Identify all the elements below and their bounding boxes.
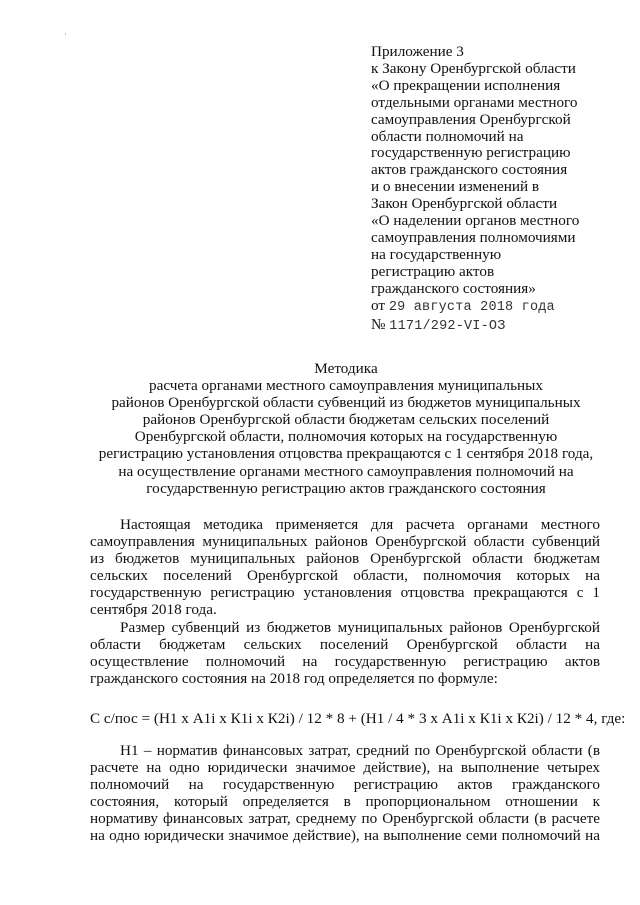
paragraph-line: сентября 2018 года. [90,601,217,619]
paragraph-definitions [90,742,600,845]
appendix-line: самоуправления Оренбургской [371,110,571,128]
method-subtitle-line: Оренбургской области, полномочия которых на государственную [134,428,558,446]
appendix-line: регистрацию актов [371,262,495,280]
appendix-line: и о внесении изменений в [371,178,540,196]
number-stamp: 1171/292-VI-ОЗ [389,318,506,334]
number-prefix: № [371,315,386,333]
paragraph-line: области бюджетам сельских поселений Оренбургской области на [90,636,600,654]
paragraph-line: осуществление полномочий на государственную регистрацию актов [90,653,600,671]
appendix-line: государственную регистрацию [371,144,571,162]
paragraph-line: расчете на одно юридически значимое действие), на выполнение четырех [90,759,600,777]
appendix-line: актов гражданского состояния [371,161,568,179]
appendix-line: области полномочий на [371,127,524,145]
appendix-line: самоуправления полномочиями [371,228,576,246]
appendix-line: Закон Оренбургской области [371,195,558,213]
appendix-line: к Закону Оренбургской области [371,59,576,77]
appendix-line: «О прекращении исполнения [371,76,561,94]
subvention-formula: С с/пос = (Н1 х А1i х К1i х К2i) / 12 * 8 + (Н1 / 4 * 3 х А1i х К1i х К2i) / 12 * 4, где: [90,710,626,727]
method-subtitle-line: регистрацию установления отцовства прекращаются с 1 сентября 2018 года, [98,445,594,463]
paragraph-line: Настоящая методика применяется для расчета органами местного [120,516,600,533]
paragraph-line: государственную регистрацию установления отцовства прекращаются с 1 [90,584,600,602]
date-prefix: от [371,296,386,314]
paragraph-subvention-size [90,619,600,687]
appendix-line: Приложение 3 [371,43,464,60]
appendix-header [371,44,621,335]
paragraph-line: на одно юридически значимое действие), на выполнение семи полномочий на [90,827,600,845]
method-subtitle-line: на осуществление органами местного самоуправления полномочий на [118,462,574,480]
method-title: Методика [314,360,378,377]
law-date [371,298,621,317]
paragraph-line: гражданского состояния на 2018 год определяется по формуле: [90,670,498,688]
paragraph-line: состояния, который определяется в пропорциональном отношении к [90,793,600,811]
paragraph-line: полномочий на государственную регистрацию актов гражданского [90,776,600,794]
method-subtitle-line: районов Оренбургской области субвенций из бюджетов муниципальных [111,394,581,412]
method-subtitle-line: расчета органами местного самоуправления муниципальных [149,377,543,395]
paragraph-line: самоуправления муниципальных районов Оренбургской области субвенций [90,533,600,551]
date-stamp: 29 августа 2018 года [388,299,555,315]
method-subtitle-line: государственную регистрацию актов гражданского состояния [146,479,546,497]
paragraph-line: из бюджетов муниципальных районов Оренбургской области бюджетам [90,550,600,568]
paragraph-line: сельских поселений Оренбургской области, полномочия которых на [90,567,600,585]
appendix-line: на государственную [371,245,502,263]
paragraph-line: нормативу финансовых затрат, среднему по Оренбургской области (в расчете [90,810,600,828]
paragraph-intro [90,516,600,619]
law-number [371,317,621,336]
paragraph-line: Размер субвенций из бюджетов муниципальных районов Оренбургской [120,619,600,636]
method-subtitle-line: районов Оренбургской области бюджетам сельских поселений [142,411,550,429]
scan-speck [65,33,66,35]
appendix-line: гражданского состояния» [371,279,536,297]
paragraph-line: Н1 – норматив финансовых затрат, средний по Оренбургской области (в [120,742,600,759]
appendix-line: отдельными органами местного [371,93,578,111]
appendix-line: «О наделении органов местного [371,212,580,230]
method-title-block [92,360,600,497]
